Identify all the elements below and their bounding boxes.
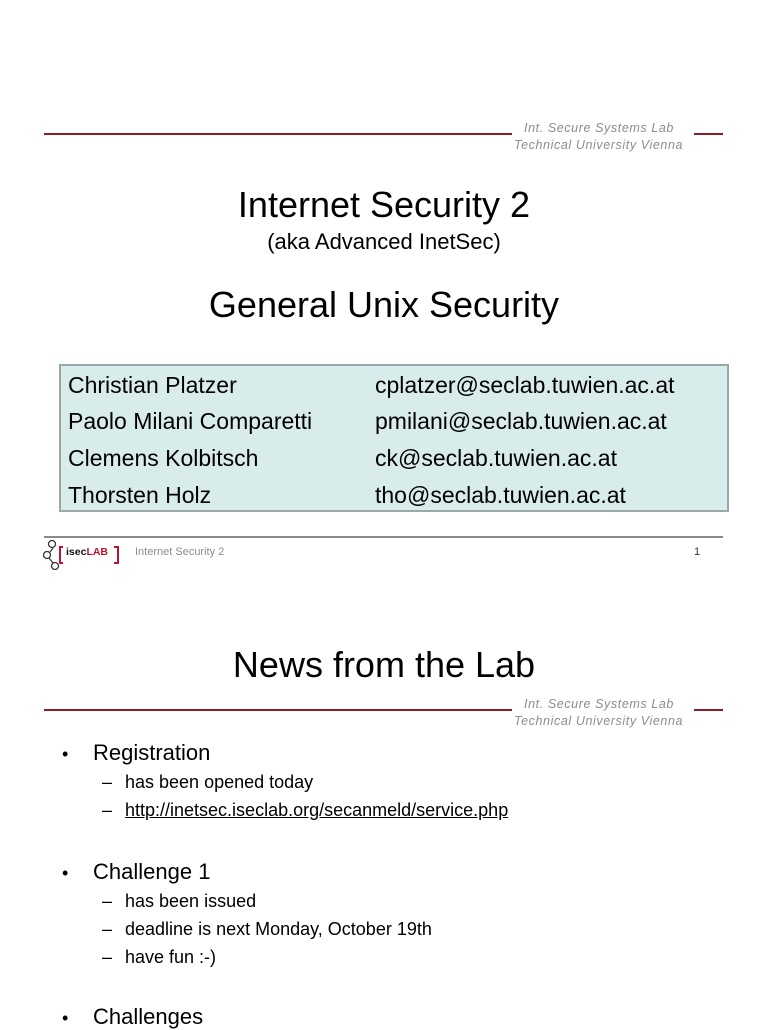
sub-bullet-text: deadline is next Monday, October 19th [125, 919, 432, 939]
bullet-label: Challenges [93, 1004, 204, 1029]
footer-rule [44, 536, 723, 538]
sub-bullet: – has been issued [102, 891, 257, 911]
author-email: tho@seclab.tuwien.ac.at [375, 482, 626, 508]
sub-bullet: – deadline is next Monday, October 19th [102, 919, 432, 939]
author-email: ck@seclab.tuwien.ac.at [375, 445, 617, 471]
author-row [61, 404, 727, 441]
author-name: Clemens Kolbitsch [68, 445, 259, 471]
registration-link[interactable]: http://inetsec.iseclab.org/secanmeld/service.php [125, 800, 509, 820]
header-rule-left [44, 709, 512, 711]
bullet-item: • Challenge 1 [62, 859, 211, 884]
iseclab-logo [43, 540, 123, 570]
sub-bullet: – have fun :-) [102, 947, 217, 967]
author-email: cplatzer@seclab.tuwien.ac.at [375, 372, 675, 398]
sub-bullet-text: have fun :-) [125, 947, 217, 967]
sub-bullet: – has been opened today [102, 772, 314, 792]
sub-bullet-text: has been opened today [125, 772, 314, 792]
slide-subtitle: (aka Advanced InetSec) [267, 229, 501, 254]
header-rule-right [694, 133, 723, 135]
author-email: pmilani@seclab.tuwien.ac.at [375, 408, 667, 434]
lab-name: Int. Secure Systems Lab [524, 121, 674, 135]
author-name: Thorsten Holz [68, 482, 212, 508]
author-name: Christian Platzer [68, 372, 237, 398]
sub-bullet-text: has been issued [125, 891, 257, 911]
slide-title: Internet Security 2 [237, 184, 531, 225]
author-name: Paolo Milani Comparetti [68, 408, 313, 434]
header-rule-left [44, 133, 512, 135]
header-rule-right [694, 709, 723, 711]
bullet-label: Registration [93, 740, 211, 765]
authors-table [59, 364, 729, 512]
slide-2 [0, 590, 768, 1029]
bullet-item: • Challenges [62, 1004, 204, 1029]
bullet-item: • Registration [62, 740, 211, 765]
author-row [61, 368, 727, 405]
slide-title: News from the Lab [232, 644, 536, 685]
author-row [61, 478, 727, 515]
sub-bullet: – http://inetsec.iseclab.org/secanmeld/service.php [102, 800, 509, 820]
university-name: Technical University Vienna [514, 714, 684, 728]
lab-name: Int. Secure Systems Lab [524, 697, 674, 711]
page-number: 1 [694, 546, 701, 558]
bullet-label: Challenge 1 [93, 859, 211, 884]
footer-title: Internet Security 2 [135, 546, 225, 558]
slide-heading: General Unix Security [208, 284, 560, 325]
author-row [61, 441, 727, 478]
university-name: Technical University Vienna [514, 138, 684, 152]
logo-wordmark: isecLAB [66, 546, 109, 558]
